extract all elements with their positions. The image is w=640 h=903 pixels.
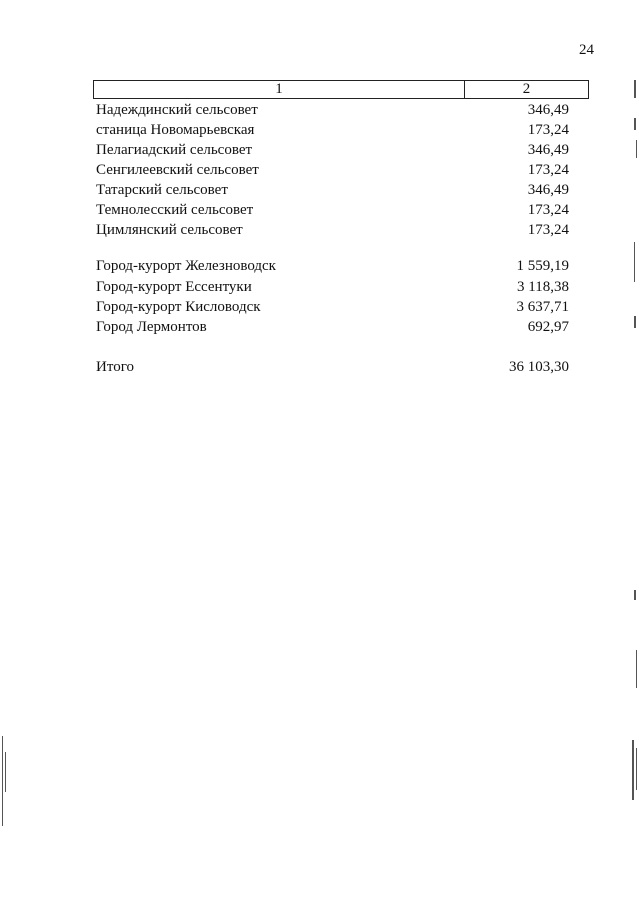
page-number: 24 — [579, 42, 594, 58]
row-value: 346,49 — [527, 102, 569, 118]
row-name: Надеждинский сельсовет — [96, 102, 258, 118]
row-name: Город-курорт Ессентуки — [96, 279, 252, 295]
column-header-2: 2 — [522, 81, 531, 97]
row-name: Темнолесский сельсовет — [96, 202, 254, 218]
table-row — [96, 317, 569, 337]
row-value: 173,24 — [527, 162, 569, 178]
table-row — [96, 100, 569, 120]
table-row — [96, 200, 569, 220]
table-row — [96, 160, 569, 180]
row-value: 3 637,71 — [516, 299, 569, 315]
row-value: 173,24 — [527, 222, 569, 238]
table-row — [96, 140, 569, 160]
row-value: 692,97 — [527, 319, 569, 335]
row-value: 3 118,38 — [517, 279, 569, 295]
row-name: Цимлянский сельсовет — [96, 222, 243, 238]
scan-artifact — [636, 140, 637, 158]
table-row — [96, 256, 569, 276]
row-value: 346,49 — [527, 182, 569, 198]
scan-artifact — [634, 242, 635, 282]
table-header — [93, 80, 589, 99]
scan-artifact — [2, 736, 3, 826]
scan-artifact — [634, 590, 636, 600]
row-name: станица Новомарьевская — [96, 122, 255, 138]
row-value: 1 559,19 — [516, 258, 569, 274]
table-row — [96, 120, 569, 140]
total-row — [96, 357, 569, 377]
row-name: Город-курорт Железноводск — [96, 258, 276, 274]
scan-artifact — [5, 752, 6, 792]
total-label: Итого — [96, 359, 134, 375]
scan-artifact — [632, 740, 634, 800]
total-value: 36 103,30 — [509, 359, 569, 375]
row-name: Татарский сельсовет — [96, 182, 228, 198]
row-name: Сенгилеевский сельсовет — [96, 162, 259, 178]
row-value: 173,24 — [527, 202, 569, 218]
scan-artifact — [636, 748, 637, 790]
table-row — [96, 297, 569, 317]
scan-artifact — [634, 80, 636, 98]
scan-artifact — [636, 650, 637, 688]
table-row — [96, 277, 569, 297]
row-name: Пелагиадский сельсовет — [96, 142, 253, 158]
column-header-1: 1 — [94, 81, 465, 98]
scan-artifact — [634, 118, 636, 130]
table-row — [96, 220, 569, 240]
row-value: 173,24 — [527, 122, 569, 138]
row-name: Город Лермонтов — [96, 319, 207, 335]
table-row — [96, 180, 569, 200]
scan-artifact — [634, 316, 636, 328]
row-value: 346,49 — [527, 142, 569, 158]
row-name: Город-курорт Кисловодск — [96, 299, 261, 315]
